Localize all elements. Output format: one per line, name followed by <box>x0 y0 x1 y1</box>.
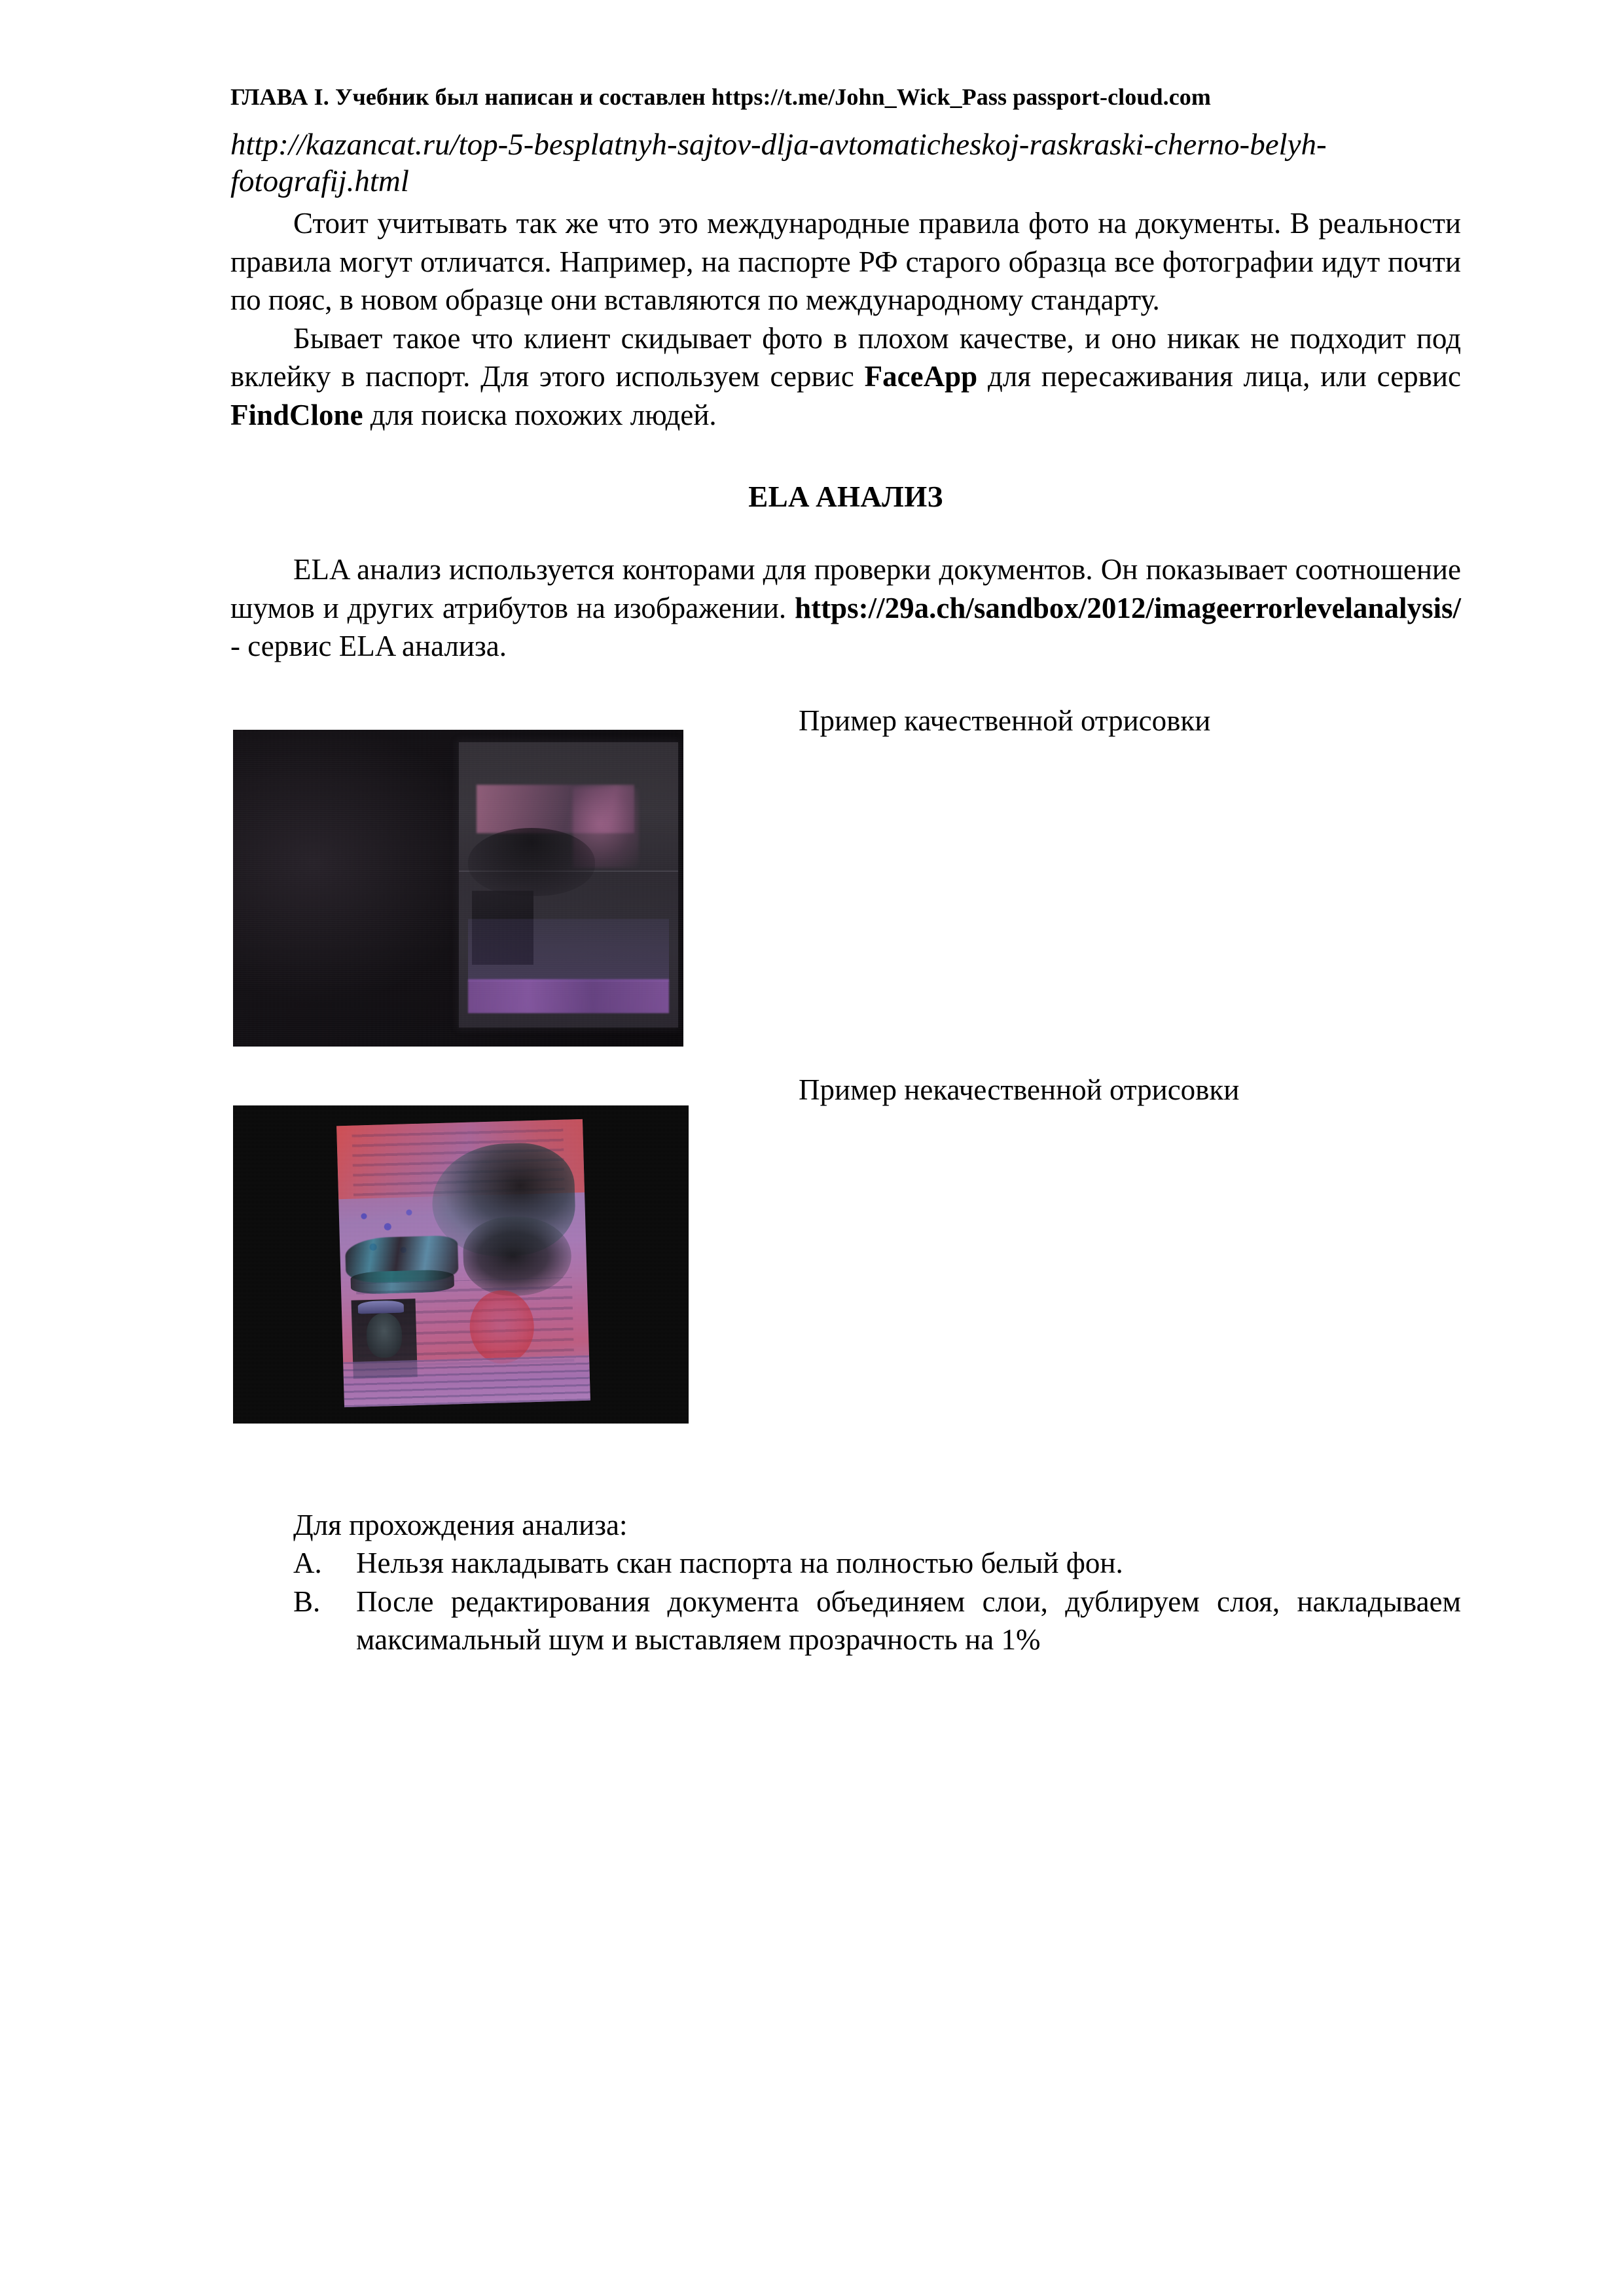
ela2-mrz-lines <box>343 1355 590 1407</box>
checklist-item-b-marker: B. <box>293 1585 321 1618</box>
figure-caption-good-quality: Пример качественной отрисовки <box>799 704 1211 737</box>
ela2-photo-head <box>366 1313 403 1358</box>
paragraph-ela-intro <box>230 550 1461 666</box>
figure-row-good <box>230 702 1461 1066</box>
page-content <box>230 84 1461 1659</box>
paragraph-international-rules: Стоит учитывать так же что это международные правила фото на документы. В реальности правила могут отличатся. Например, на паспорте РФ старого образца все фотографии идут почти по пояс, в новом образце они вставляются по международному стандарту. <box>230 207 1461 317</box>
figure-caption-bad-quality: Пример некачественной отрисовки <box>799 1073 1240 1106</box>
paragraph-faceapp-text-b: для пересаживания лица, или сервис <box>977 360 1461 393</box>
ela2-photo-cap <box>358 1300 405 1314</box>
ela-intro-text-b: - сервис ELA анализа. <box>230 630 507 663</box>
faceapp-service-name: FaceApp <box>864 360 978 393</box>
ela2-mrz-band <box>343 1355 590 1407</box>
checklist-item-b-text: После редактирования документа объединяем слои, дублируем слоя, накладываем максимальный шум и выставляем прозрачность на 1% <box>356 1585 1461 1657</box>
ela-dark-arc <box>468 828 595 897</box>
ela2-document-plate <box>336 1119 590 1407</box>
ela-violet-band <box>468 979 670 1013</box>
ela-service-url: https://29a.ch/sandbox/2012/imageerrorlevelanalysis/ <box>795 591 1461 624</box>
section-heading-ela: ELA АНАЛИЗ <box>748 480 943 514</box>
paragraph-faceapp-text-a: Бывает такое что клиент скидывает фото в плохом качестве, и оно никак не подходит под вклейку в паспорт. Для этого используем сервис <box>230 321 1461 393</box>
checklist-item-b <box>230 1583 1461 1659</box>
ela-image-good-quality <box>233 730 683 1047</box>
source-url-text: http://kazancat.ru/top-5-besplatnyh-sajtov-dlja-avtomaticheskoj-raskraski-cherno-belyh-fotografij.html <box>230 128 1327 199</box>
findclone-service-name: FindClone <box>230 398 363 431</box>
ela-image-bad-quality <box>233 1105 689 1424</box>
checklist-item-a <box>230 1544 1461 1583</box>
ela-document-plate <box>459 742 677 1028</box>
checklist-item-a-text: Нельзя накладывать скан паспорта на полностью белый фон. <box>356 1547 1123 1580</box>
paragraph-faceapp-text-c: для поиска похожих людей. <box>363 398 717 431</box>
figure-row-bad <box>230 1071 1461 1464</box>
paragraph-faceapp-findclone <box>230 319 1461 435</box>
ela-intro-text-a: ELA анализ используется конторами для проверки документов. Он показывает соотношение шумов и других атрибутов на изображении. <box>230 553 1461 624</box>
running-header: ГЛАВА I. Учебник был написан и составлен https://t.me/John_Wick_Pass passport-cloud.com <box>230 84 1211 110</box>
checklist-item-a-marker: A. <box>293 1547 322 1580</box>
checklist-lead: Для прохождения анализа: <box>293 1508 628 1541</box>
checklist-block <box>230 1506 1461 1659</box>
ela-violet-haze <box>468 919 670 982</box>
